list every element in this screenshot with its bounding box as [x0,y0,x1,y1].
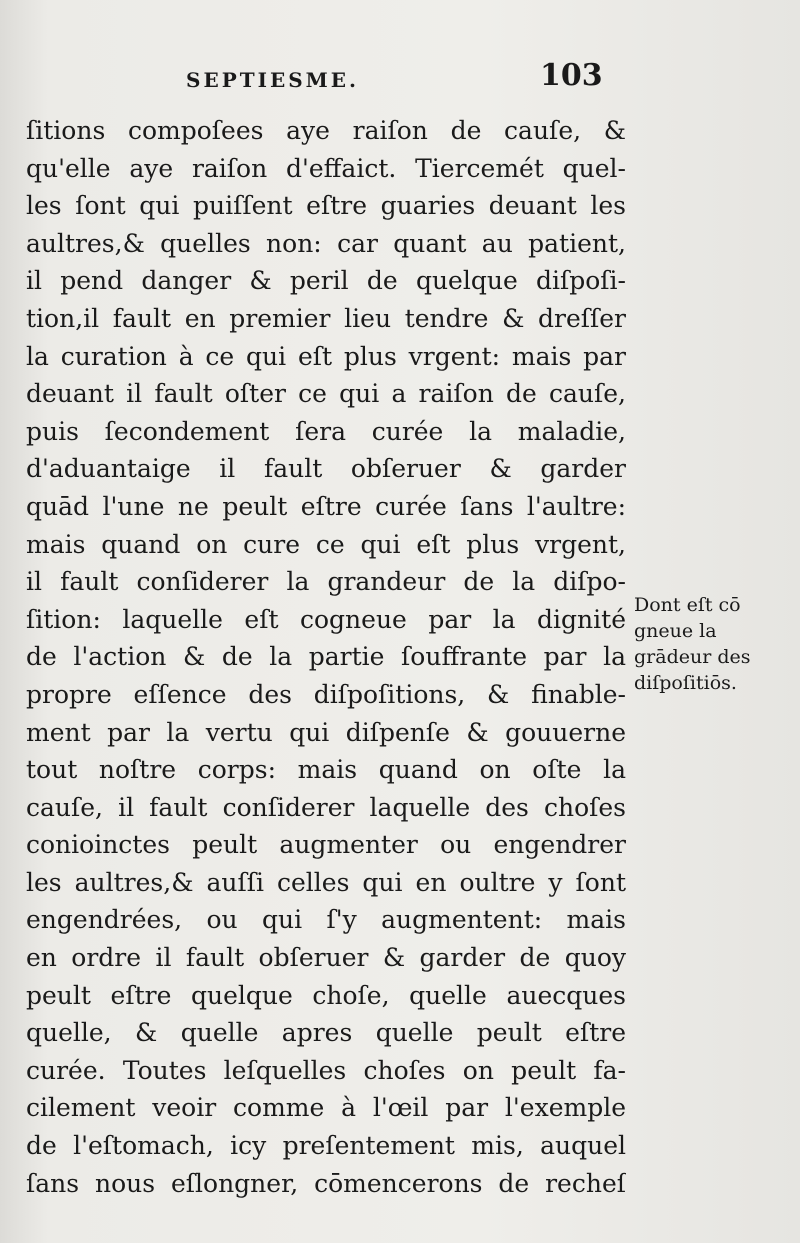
text-line: les aultres,& auſſi celles qui en oultre y ſont [26,867,626,897]
text-line: engendrées, ou qui ſ'y augmentent: mais [26,905,626,935]
page-number: 103 [540,58,603,93]
text-line: il pend danger & peril de quelque diſpoſi- [26,266,626,296]
text-line: ſition: laquelle eſt cogneue par la dignité [26,604,626,634]
text-line: de l'action & de la partie ſouffrante par la [26,642,626,672]
text-line: deuant il fault oſter ce qui a raiſon de cauſe, [26,379,626,409]
text-line: propre eſſence des diſpoſitions, & finable- [26,679,626,709]
text-line: de l'eſtomach, icy preſentement mis, auquel [26,1131,626,1161]
text-line: en ordre il fault obſeruer & garder de quoy [26,943,626,973]
text-line: il fault conſiderer la grandeur de la diſpo- [26,567,626,597]
text-line: quelle, & quelle apres quelle peult eſtre [26,1018,626,1048]
text-line: les ſont qui puiſſent eſtre guaries deuant les [26,191,626,221]
margin-note-line: diſpoſitiōs. [634,672,737,694]
text-line: d'aduantaige il fault obſeruer & garder [26,454,626,484]
text-line: curée. Toutes leſquelles choſes on peult fa- [26,1055,626,1085]
text-line: ſitions compoſees aye raiſon de cauſe, & [26,116,626,145]
text-line: quād l'une ne peult eſtre curée ſans l'aultre: [26,491,626,521]
text-line: tion,il fault en premier lieu tendre & dreſſer [26,303,626,333]
margin-note-line: grādeur des [634,646,751,668]
margin-note-line: gneue la [634,620,717,642]
running-head: SEPTIESME. [186,68,359,92]
text-line: ſans nous eſlongner, cōmencerons de recheſ [26,1168,626,1198]
text-line: conioinctes peult augmenter ou engendrer [26,830,626,860]
text-line: peult eſtre quelque choſe, quelle auecques [26,980,626,1010]
text-line: qu'elle aye raiſon d'effaict. Tiercemét quel- [26,153,626,183]
text-line: cauſe, il fault conſiderer laquelle des choſes [26,792,626,822]
body-text [26,112,626,1202]
text-line: tout noſtre corps: mais quand on oſte la [26,755,626,785]
text-line: ment par la vertu qui diſpenſe & gouuerne [26,717,626,747]
margin-note [634,592,764,696]
text-line: cilement veoir comme à l'œil par l'exemple [26,1093,626,1123]
margin-note-line: Dont eſt cō [634,594,741,616]
text-line: puis ſecondement ſera curée la maladie, [26,416,626,446]
text-line: mais quand on cure ce qui eſt plus vrgent, [26,529,626,559]
text-line: la curation à ce qui eſt plus vrgent: mais par [26,341,626,371]
text-line: aultres,& quelles non: car quant au patient, [26,228,626,258]
